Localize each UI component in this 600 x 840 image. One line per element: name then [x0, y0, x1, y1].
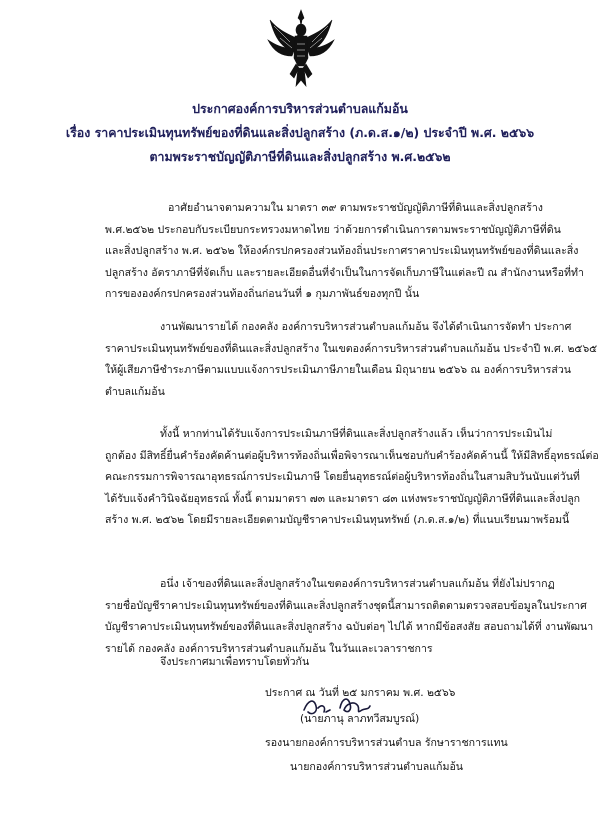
paragraph-line: ราคาประเมินทุนทรัพย์ของที่ดินและสิ่งปลูกสร้าง ในเขตองค์การบริหารส่วนตำบลแก้มอ้น ประจำปี พ.ศ. ๒๕๖๕	[105, 342, 598, 355]
paragraph-line: ถูกต้อง มีสิทธิ์ยื่นคำร้องคัดค้านต่อผู้บริหารท้องถิ่นเพื่อพิจารณาเห็นชอบกับคำร้องคัดค้านนี้ ให้มีสิทธิ์อุทธรณ์ต่อ	[105, 449, 599, 462]
announcement-title: ประกาศองค์การบริหารส่วนตำบลแก้มอ้น	[192, 101, 408, 116]
paragraph-2	[105, 339, 597, 404]
paragraph-1-first-line: อาศัยอำนาจตามความใน มาตรา ๓๙ ตามพระราชบัญญัติภาษีที่ดินและสิ่งปลูกสร้าง	[168, 202, 543, 214]
paragraph-3	[105, 446, 599, 532]
paragraph-line: รายได้ กองคลัง องค์การบริหารส่วนตำบลแก้มอ้น ในวันและเวลาราชการ	[105, 642, 433, 655]
paragraph-line: การขององค์กรปกครองส่วนท้องถิ่นก่อนวันที่ ๑ กุมภาพันธ์ของทุกปี นั้น	[105, 288, 420, 301]
signer-name: (นายภานุ ลาภทวีสมบูรณ์)	[300, 713, 420, 725]
paragraph-3-first-line: ทั้งนี้ หากท่านได้รับแจ้งการประเมินภาษีที่ดินและสิ่งปลูกสร้างแล้ว เห็นว่าการประเมินไม่	[160, 428, 553, 440]
garuda-emblem-icon	[266, 8, 336, 90]
closing-statement: จึงประกาศมาเพื่อทราบโดยทั่วกัน	[160, 656, 310, 668]
paragraph-line: รายชื่อบัญชีราคาประเมินทุนทรัพย์ของที่ดินและสิ่งปลูกสร้างชุดนี้สามารถติดตามตรวจสอบข้อมูลในประกาศ	[105, 599, 587, 612]
paragraph-4-first-line: อนึ่ง เจ้าของที่ดินและสิ่งปลูกสร้างในเขตองค์การบริหารส่วนตำบลแก้มอ้น ที่ยังไม่ปรากฏ	[160, 578, 555, 590]
paragraph-4	[105, 596, 593, 661]
paragraph-line: ปลูกสร้าง อัตราภาษีที่จัดเก็บ และรายละเอียดอื่นที่จำเป็นในการจัดเก็บภาษีในแต่ละปี ณ สำนักงานหรือที่ทำ	[105, 266, 584, 279]
paragraph-1	[105, 220, 584, 306]
paragraph-line: ให้ผู้เสียภาษีชำระภาษีตามแบบแจ้งการประเมินภาษีภายในเดือน มิถุนายน ๒๕๖๖ ณ องค์การบริหารส่วน	[105, 364, 572, 377]
announcement-act: ตามพระราชบัญญัติภาษีที่ดินและสิ่งปลูกสร้าง พ.ศ.๒๕๖๒	[149, 149, 451, 164]
paragraph-line: คณะกรรมการพิจารณาอุทธรณ์การประเมินภาษี โดยยื่นอุทธรณ์ต่อผู้บริหารท้องถิ่นในสามสิบวันนับแต่วันที่	[105, 471, 580, 484]
paragraph-line: และสิ่งปลูกสร้าง พ.ศ. ๒๕๖๒ ให้องค์กรปกครองส่วนท้องถิ่นประกาศราคาประเมินทุนทรัพย์ของที่ดินและสิ่ง	[105, 245, 579, 258]
announcement-date: ประกาศ ณ วันที่ ๒๕ มกราคม พ.ศ. ๒๕๖๖	[265, 687, 456, 699]
announcement-subject: เรื่อง ราคาประเมินทุนทรัพย์ของที่ดินและสิ่งปลูกสร้าง (ภ.ด.ส.๑/๒) ประจำปี พ.ศ. ๒๕๖๖	[65, 125, 535, 140]
paragraph-line: สร้าง พ.ศ. ๒๕๖๒ โดยมีรายละเอียดตามบัญชีราคาประเมินทุนทรัพย์ (ภ.ด.ส.๑/๒) ที่แนบเรียนมาพร้อมนี้	[105, 514, 570, 527]
signer-position-org: นายกองค์การบริหารส่วนตำบลแก้มอ้น	[290, 761, 464, 773]
paragraph-line: บัญชีราคาประเมินทุนทรัพย์ของที่ดินและสิ่งปลูกสร้าง ฉบับต่อๆ ไปได้ หากมีข้อสงสัย สอบถามได้ที่ งานพัฒนา	[105, 621, 594, 634]
paragraph-line: พ.ศ.๒๕๖๒ ประกอบกับระเบียบกระทรวงมหาดไทย ว่าด้วยการดำเนินการตามพระราชบัญญัติภาษีที่ดิน	[105, 223, 561, 236]
paragraph-2-first-line: งานพัฒนารายได้ กองคลัง องค์การบริหารส่วนตำบลแก้มอ้น จึงได้ดำเนินการจัดทำ ประกาศ	[160, 321, 572, 333]
paragraph-line: ตำบลแก้มอ้น	[105, 385, 165, 398]
paragraph-line: ได้รับแจ้งคำวินิจฉัยอุทธรณ์ ทั้งนี้ ตามมาตรา ๗๓ และมาตรา ๘๓ แห่งพระราชบัญญัติภาษีที่ดินและสิ่งปลูก	[105, 492, 581, 505]
signer-position: รองนายกองค์การบริหารส่วนตำบล รักษาราชการแทน	[265, 737, 508, 749]
